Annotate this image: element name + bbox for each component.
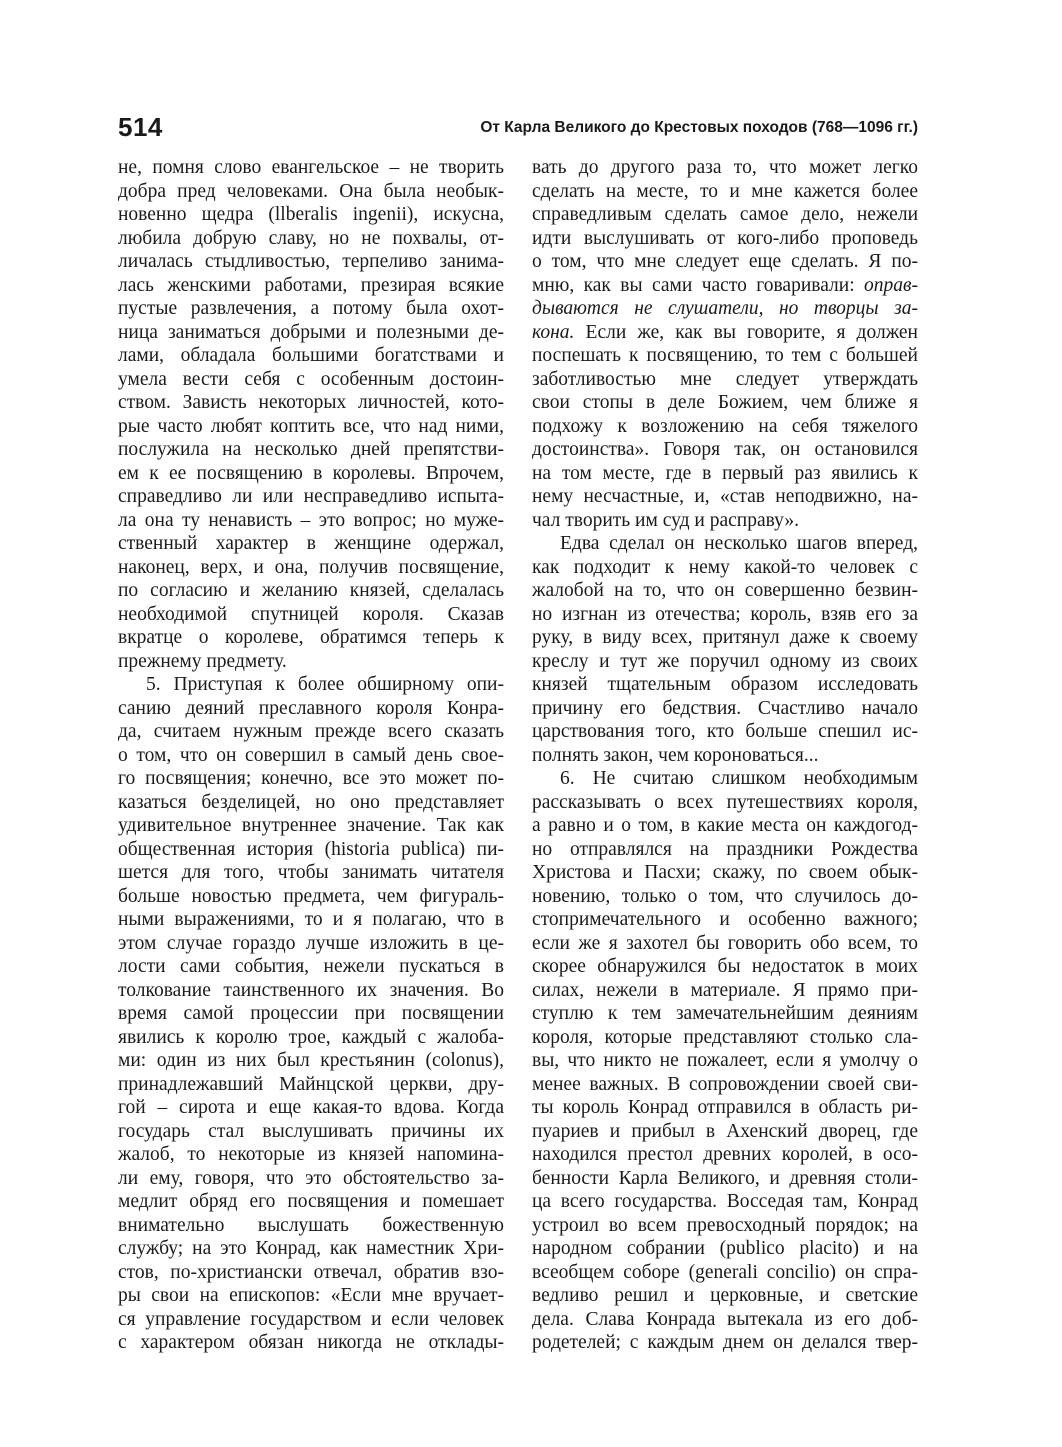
text-line: всеобщем соборе (generali concilio) он спра- xyxy=(532,1261,918,1283)
text-line: справедливым сделать самое дело, нежели xyxy=(532,204,918,225)
text-line: ли ему, говоря, что это обстоятельство за- xyxy=(118,1167,504,1189)
text-line: жалоб, то некоторые из князей напомина- xyxy=(118,1144,504,1165)
text-line: ведливо решил и церковные, и светские xyxy=(532,1285,918,1306)
text-line: но изгнан из отечества; король, взяв его за xyxy=(532,603,918,625)
text-line: внимательно выслушать божественную xyxy=(118,1214,504,1236)
text-line: устроил во всем превосходный порядок; на xyxy=(532,1214,918,1236)
text-line: идти выслушивать от кого-либо проповедь xyxy=(532,227,918,249)
text-line: принадлежавший Майнцской церкви, дру- xyxy=(118,1073,504,1095)
text-line: этом случае гораздо лучше изложить в це- xyxy=(118,932,504,954)
text-line: находился престол древних королей, в осо- xyxy=(532,1144,918,1165)
text-line: службу; на это Конрад, как наместник Хри- xyxy=(118,1238,504,1259)
paragraph-start-line: 6. Не считаю слишком необходимым xyxy=(560,768,918,789)
text-line: а равно и о том, в какие места он каждогод- xyxy=(532,815,918,836)
text-line: общественная история (historia publica) пи- xyxy=(118,838,504,860)
text-line: сделать на месте, то и мне кажется более xyxy=(532,180,918,202)
text-line: личалась стыдливостью, терпеливо занима- xyxy=(118,251,504,272)
text-line: стов, по-христиански отвечал, обратив взо- xyxy=(118,1261,504,1283)
text-line: о том, что мне следует еще сделать. Я по- xyxy=(532,251,918,272)
running-title: От Карла Великого до Крестовых походов (768—1096 гг.) xyxy=(480,119,918,136)
text-line: рассказывать о всех путешествиях короля, xyxy=(532,791,918,813)
text-line: вать до другого раза то, что может легко xyxy=(532,157,918,178)
text-line: новенно щедра (llberalis ingenii), искусна, xyxy=(118,204,504,225)
paragraph-start-line: Едва сделал он несколько шагов вперед, xyxy=(560,533,918,554)
text-segment: мню, как вы сами часто говаривали: xyxy=(532,274,865,296)
text-line: лости сами события, нежели пускаться в xyxy=(118,956,504,977)
text-line: медлит обряд его посвящения и помешает xyxy=(118,1191,504,1212)
text-line: больше новостью предмета, чем фигураль- xyxy=(118,885,504,907)
text-line: руку, в виду всех, притянул даже к своему xyxy=(532,627,918,648)
text-line: го посвящения; конечно, все это может по- xyxy=(118,768,504,789)
text-line: с характером обязан никогда не отклады- xyxy=(118,1332,504,1353)
paragraph-start-line: 5. Приступая к более обширному опи- xyxy=(146,674,504,695)
text-line: пустые развлечения, а потому была охот- xyxy=(118,298,504,319)
text-line: ством. Зависть некоторых личностей, кото- xyxy=(118,392,504,413)
text-line: полнять закон, чем короноваться... xyxy=(532,744,819,766)
text-segment: Если же, как вы говорите, я должен xyxy=(574,321,918,343)
text-line: ственный характер в женщине одержал, xyxy=(118,533,504,554)
italic-quote-segment: кона. xyxy=(532,321,575,343)
text-line: дела. Слава Конрада вытекала из его доб- xyxy=(532,1308,918,1330)
italic-quote-segment: оправ- xyxy=(864,274,918,296)
text-line: толкование таинственного их значения. Во xyxy=(118,979,504,1001)
text-line: подхожу к возложению на себя тяжелого xyxy=(532,415,918,437)
text-line: короля, которые представляют столько сла- xyxy=(532,1026,918,1048)
text-line: бенности Карла Великого, и древняя столи- xyxy=(532,1167,918,1189)
text-line: о том, что он совершил в самый день свое- xyxy=(118,744,504,766)
mixed-italic-line xyxy=(532,321,918,345)
text-line: государь стал выслушивать причины их xyxy=(118,1120,504,1142)
text-line: как подходит к нему какой-то человек с xyxy=(532,556,918,578)
text-line: по согласию и желанию князей, сделалась xyxy=(118,580,504,601)
text-line: лами, обладала большими богатствами и xyxy=(118,345,504,366)
text-line: добра пред человеками. Она была необык- xyxy=(118,180,504,202)
text-line: вы, что никто не пожалеет, если я умолчу о xyxy=(532,1050,918,1071)
text-line: менее важных. В сопровождении своей сви- xyxy=(532,1073,918,1095)
text-line: чал творить им суд и расправу». xyxy=(532,509,800,531)
text-line: ступлю к тем замечательнейшим деяниям xyxy=(532,1003,918,1024)
text-line: ты король Конрад отправился в область ри- xyxy=(532,1097,918,1118)
text-line: необходимой спутницей короля. Сказав xyxy=(118,603,504,625)
text-line: Христова и Пасхи; скажу, по своем обык- xyxy=(532,862,918,883)
text-line: шется для того, чтобы занимать читателя xyxy=(118,862,504,883)
text-line: нему несчастные, и, «став неподвижно, на- xyxy=(532,486,918,507)
text-line: время самой процессии при посвящении xyxy=(118,1003,504,1024)
text-line: ла она ту ненависть – это вопрос; но муже- xyxy=(118,509,504,531)
text-line: лась женскими работами, презирая всякие xyxy=(118,274,504,296)
text-line: справедливо ли или несправедливо испыта- xyxy=(118,486,504,507)
text-line: не, помня слово евангельское – не творить xyxy=(118,157,504,178)
text-line: скорее обнаружился бы недостаток в моих xyxy=(532,956,918,977)
text-line: царствования того, кто больше спешил ис- xyxy=(532,721,918,742)
text-line: санию деяний преславного короля Конра- xyxy=(118,697,504,719)
text-line: да, считаем нужным прежде всего сказать xyxy=(118,721,504,742)
text-line: причину его бедствия. Счастливо начало xyxy=(532,697,918,719)
text-line: креслу и тут же поручил одному из своих xyxy=(532,650,918,672)
text-line: на том месте, где в первый раз явились к xyxy=(532,462,918,484)
text-line: наконец, верх, и она, получив посвящение, xyxy=(118,556,504,578)
text-line: умела вести себя с особенным достоин- xyxy=(118,368,504,390)
text-line: народном собрании (publico placito) и на xyxy=(532,1238,918,1259)
page-header xyxy=(118,112,918,152)
right-column xyxy=(532,156,918,1355)
mixed-italic-line xyxy=(532,274,918,298)
text-line: ными выражениями, то и я полагаю, что в xyxy=(118,909,504,930)
text-line: заботливостью мне следует утверждать xyxy=(532,368,918,390)
text-line: вкратце о королеве, обратимся теперь к xyxy=(118,627,504,648)
text-line: ми: один из них был крестьянин (colonus), xyxy=(118,1050,504,1071)
text-line: явились к королю трое, каждый с жалоба- xyxy=(118,1026,504,1048)
text-line: новению, только о том, что случилось до- xyxy=(532,885,918,907)
text-line: жалобой на то, что он совершенно безвин- xyxy=(532,580,918,601)
text-line: рые часто любят коптить все, что над ними, xyxy=(118,415,504,437)
text-line: князей тщательным образом исследовать xyxy=(532,674,918,695)
text-line: но отправлялся на праздники Рождества xyxy=(532,838,918,860)
text-line: достоинства». Говоря так, он остановился xyxy=(532,439,918,460)
text-line: силах, нежели в материале. Я прямо при- xyxy=(532,979,918,1001)
text-line: послужила на несколько дней препятстви- xyxy=(118,439,504,460)
text-line: любила добрую славу, но не похвалы, от- xyxy=(118,227,504,249)
text-line: свои стопы в деле Божием, чем ближе я xyxy=(532,392,918,413)
text-line: казаться безделицей, но оно представляет xyxy=(118,791,504,813)
text-line: ца всего государства. Восседая там, Конрад xyxy=(532,1191,918,1212)
left-column xyxy=(118,156,504,1355)
text-line: ница заниматься добрыми и полезными де- xyxy=(118,321,504,343)
italic-quote-line: дываются не слушатели, но творцы за- xyxy=(532,298,918,319)
text-line: если же я захотел бы говорить обо всем, то xyxy=(532,932,918,954)
page-number: 514 xyxy=(118,112,163,142)
text-line: родетелей; с каждым днем он делался твер- xyxy=(532,1332,918,1353)
text-line: ся управление государством и если человек xyxy=(118,1308,504,1330)
text-line: ем к ее посвящению в королевы. Впрочем, xyxy=(118,462,504,484)
text-line: ры свои на епископов: «Если мне вручает- xyxy=(118,1285,504,1306)
text-line: гой – сирота и еще какая-то вдова. Когда xyxy=(118,1097,504,1118)
text-line: стопримечательного и особенно важного; xyxy=(532,909,918,930)
text-line: поспешать к посвящению, то тем с большей xyxy=(532,345,918,366)
text-line: пуариев и прибыл в Ахенский дворец, где xyxy=(532,1120,918,1142)
text-line: прежнему предмету. xyxy=(118,650,287,672)
text-line: удивительное внутреннее значение. Так как xyxy=(118,815,504,836)
